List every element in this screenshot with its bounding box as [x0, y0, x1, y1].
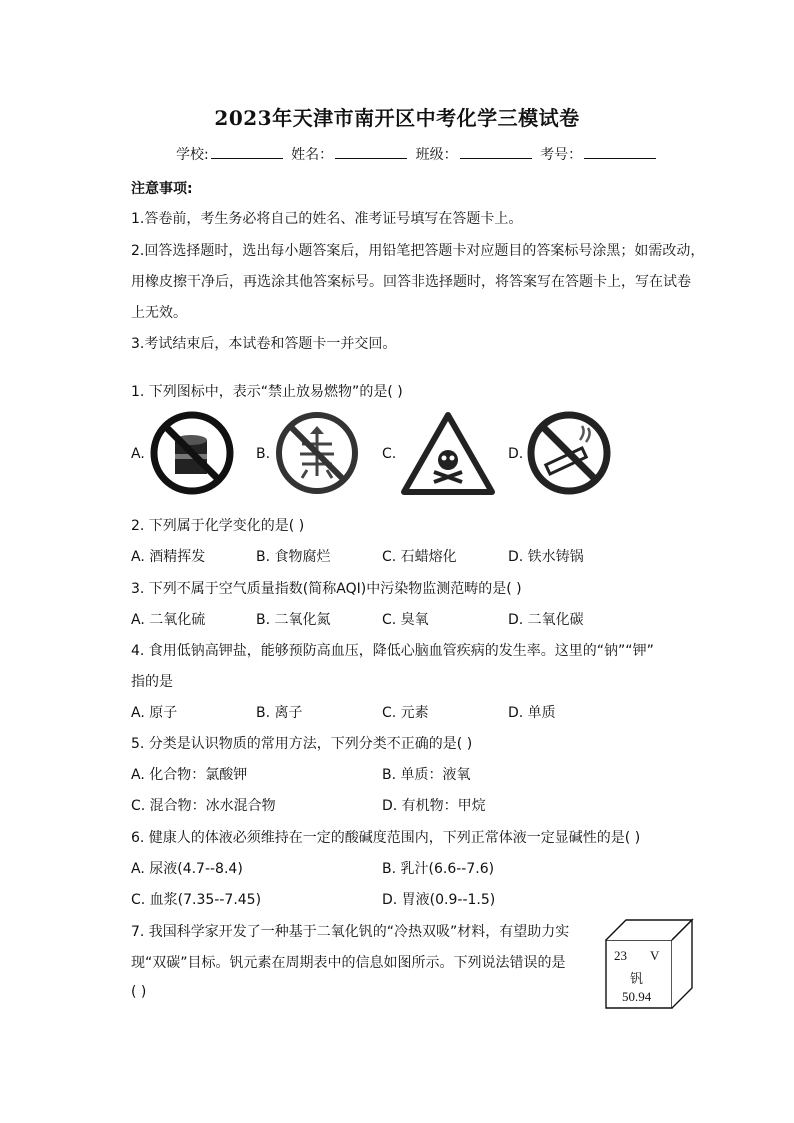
question-4-option-c[interactable]: C. 元素 [382, 705, 429, 721]
question-5-option-d[interactable]: D. 有机物：甲烷 [382, 798, 486, 814]
option-letter: B. [256, 446, 271, 462]
notice-line: 2.回答选择题时，选出每小题答案后，用铅笔把答题卡对应题目的答案标号涂黑；如需改动， [131, 243, 705, 259]
question-1-stem: 1. 下列图标中，表示“禁止放易燃物”的是( ) [131, 384, 403, 400]
question-2-stem: 2. 下列属于化学变化的是( ) [131, 518, 305, 534]
element-card [604, 918, 694, 1014]
notice-line: 3.考试结束后，本试卷和答题卡一并交回。 [131, 336, 397, 352]
question-5-option-b[interactable]: B. 单质：液氧 [382, 767, 471, 783]
question-4-option-b[interactable]: B. 离子 [256, 705, 303, 721]
question-5-stem: 5. 分类是认识物质的常用方法，下列分类不正确的是( ) [131, 736, 473, 752]
question-6-option-d[interactable]: D. 胃液(0.9--1.5) [382, 892, 496, 908]
no-flammables-sign-icon [149, 410, 235, 496]
question-3-stem: 3. 下列不属于空气质量指数(简称AQI)中污染物监测范畴的是( ) [131, 581, 522, 597]
question-4-stem: 4. 食用低钠高钾盐，能够预防高血压，降低心脑血管疾病的发生率。这里的“钠”“钾” [131, 643, 654, 659]
question-2-option-a[interactable]: A. 酒精挥发 [131, 549, 206, 565]
question-2-option-c[interactable]: C. 石蜡熔化 [382, 549, 457, 565]
school-blank[interactable] [211, 146, 283, 159]
question-7-stem-cont: ( ) [131, 984, 147, 1000]
question-7-stem: 7. 我国科学家开发了一种基于二氧化钒的“冷热双吸”材料，有望助力实 [131, 924, 570, 940]
question-3-option-d[interactable]: D. 二氧化碳 [508, 612, 584, 628]
question-5-option-c[interactable]: C. 混合物：冰水混合物 [131, 798, 276, 814]
element-name: 钒 [630, 972, 644, 987]
toxic-warning-sign-icon [400, 410, 496, 496]
question-6-stem: 6. 健康人的体液必须维持在一定的酸碱度范围内，下列正常体液一定显碱性的是( ) [131, 830, 641, 846]
question-4-stem-cont: 指的是 [131, 674, 173, 690]
question-7-stem-cont: 现“双碳”目标。钒元素在周期表中的信息如图所示。下列说法错误的是 [131, 955, 566, 971]
notice-line: 用橡皮擦干净后，再选涂其他答案标号。回答非选择题时，将答案写在答题卡上，写在试卷 [131, 274, 691, 290]
number-label: 考号： [540, 147, 583, 163]
question-3-option-a[interactable]: A. 二氧化硫 [131, 612, 206, 628]
name-label: 姓名： [291, 147, 334, 163]
question-6-option-a[interactable]: A. 尿液(4.7--8.4) [131, 861, 243, 877]
no-smoking-sign-icon [526, 410, 612, 496]
number-blank[interactable] [584, 146, 656, 159]
question-3-option-b[interactable]: B. 二氧化氮 [256, 612, 331, 628]
question-4-option-a[interactable]: A. 原子 [131, 705, 178, 721]
element-number: 23 [614, 948, 627, 963]
school-label: 学校: [176, 147, 209, 163]
question-5-option-a[interactable]: A. 化合物：氯酸钾 [131, 767, 248, 783]
notice-line: 1.答卷前，考生务必将自己的姓名、准考证号填写在答题卡上。 [131, 211, 523, 227]
question-2-option-b[interactable]: B. 食物腐烂 [256, 549, 331, 565]
question-3-option-c[interactable]: C. 臭氧 [382, 612, 429, 628]
element-mass: 50.94 [622, 989, 652, 1004]
question-2-option-d[interactable]: D. 铁水铸锅 [508, 549, 584, 565]
notice-line: 上无效。 [131, 305, 187, 321]
student-info-line [176, 144, 660, 164]
question-4-option-d[interactable]: D. 单质 [508, 705, 556, 721]
class-label: 班级： [415, 147, 458, 163]
class-blank[interactable] [460, 146, 532, 159]
no-fireworks-sign-icon [274, 410, 360, 496]
notice-heading: 注意事项: [131, 181, 193, 197]
page-title: 2023年天津市南开区中考化学三模试卷 [214, 106, 580, 130]
question-6-option-c[interactable]: C. 血浆(7.35--7.45) [131, 892, 262, 908]
option-letter: A. [131, 446, 145, 462]
option-letter: D. [508, 446, 524, 462]
question-6-option-b[interactable]: B. 乳汁(6.6--7.6) [382, 861, 495, 877]
option-letter: C. [382, 446, 397, 462]
name-blank[interactable] [335, 146, 407, 159]
element-symbol: V [650, 948, 660, 963]
